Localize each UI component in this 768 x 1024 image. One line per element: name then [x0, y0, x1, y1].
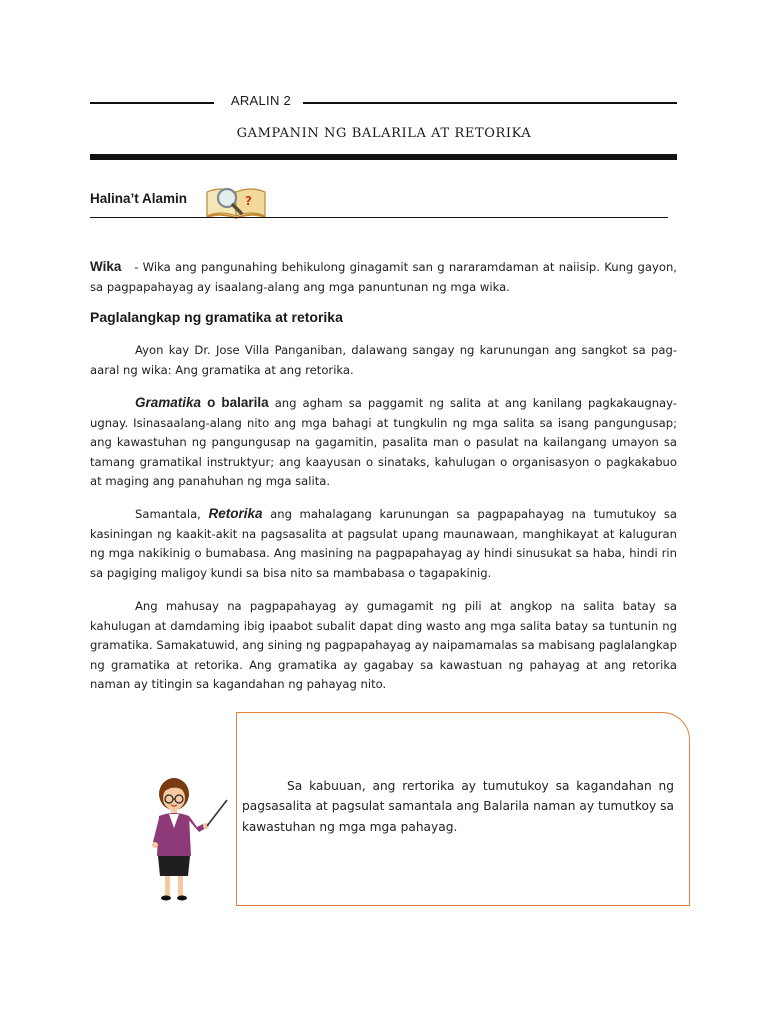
- summary-text-content: Sa kabuuan, ang rertorika ay tumutukoy sa kagandahan ng pagsasalita at pagsulat samantala ang Balarila naman ay tumutkoy sa kawastuhan ng mga mga pahayag.: [242, 779, 674, 834]
- title-underline: [90, 154, 677, 160]
- section-label: Halina’t Alamin: [90, 191, 188, 206]
- gramatika-term: Gramatika: [135, 395, 202, 410]
- wika-definition: [90, 257, 677, 297]
- paragraph-4: [90, 597, 677, 695]
- paragraph-2-text: ang agham sa paggamit ng salita at ang kanilang pagkakaugnay-ugnay. Isinasaalang-alang nito ang mga bahagi at tungkulin ng mga salita sa isang pangungusap; ang kawastuhan ng pangungusap na gagamitin, pasalita man o pasulat na kailangang umayon sa tamang gramatikal instruktyur; ang kaayusan o sinataks, kahulugan o organisasyon o pagkakabuo at maging ang panahuhan ng mga salita.: [90, 396, 677, 489]
- header-rule-right: [303, 102, 677, 104]
- wika-definition-text: - Wika ang pangunahing behikulong ginagamit san g nararamdaman at naiisip. Kung gayon, sa pagpapahayag ay isaalang-alang ang mga panuntunan ng mga wika.: [90, 260, 677, 294]
- paragraph-2: [90, 393, 677, 492]
- paragraph-1: [90, 341, 677, 380]
- magnifier-on-book-icon: [203, 178, 269, 220]
- summary-text: [242, 776, 674, 837]
- retorika-term: Retorika: [208, 506, 263, 521]
- teacher-with-pointer-icon: [131, 772, 237, 906]
- subheading: Paglalangkap ng gramatika at retorika: [90, 309, 343, 325]
- page-title: GAMPANIN NG BALARILA AT RETORIKA: [236, 126, 532, 141]
- svg-text:?: ?: [245, 194, 252, 208]
- header-rule-left: [90, 102, 214, 104]
- paragraph-3-lead: Samantala,: [135, 507, 201, 521]
- section-underline: [90, 217, 668, 218]
- paragraph-4-text: Ang mahusay na pagpapahayag ay gumagamit ng pili at angkop na salita batay sa kahulugan at damdaming ibig ipaabot subalit dapat ding wasto ang mga salita batay sa tuntunin ng gramatika. Samakatuwid, ang sining ng pagpapahayag ay naipamamalas sa mabisang paglalangkap ng gramatika at retorika. Ang gramatika ay gagabay sa kawastuan ng pahayag at ang retorika naman ay titingin sa kagandahan ng pahayag nito.: [90, 599, 677, 692]
- paragraph-1-text: Ayon kay Dr. Jose Villa Panganiban, dalawang sangay ng karunungan ang sangkot sa pag-aaral ng wika: Ang gramatika at ang retorika.: [90, 343, 677, 377]
- wika-term: Wika: [90, 259, 122, 274]
- paragraph-3: [90, 504, 677, 583]
- lesson-label: ARALIN 2: [230, 93, 292, 108]
- paragraph-3-text: ang mahalagang karunungan sa pagpapahayag na tumutukoy sa kasiningan ng kaakit-akit na pagsasalita at pagsulat upang maunawaan, manghikayat at kaluguran ng mga nakikinig o bumabasa. Ang masining na pagpapahayag ay hindi sinusukat sa haba, hindi rin sa pagiging maligoy kundi sa bisa nito sa mambabasa o tagapakinig.: [90, 507, 678, 580]
- balarila-term: o balarila: [207, 395, 269, 410]
